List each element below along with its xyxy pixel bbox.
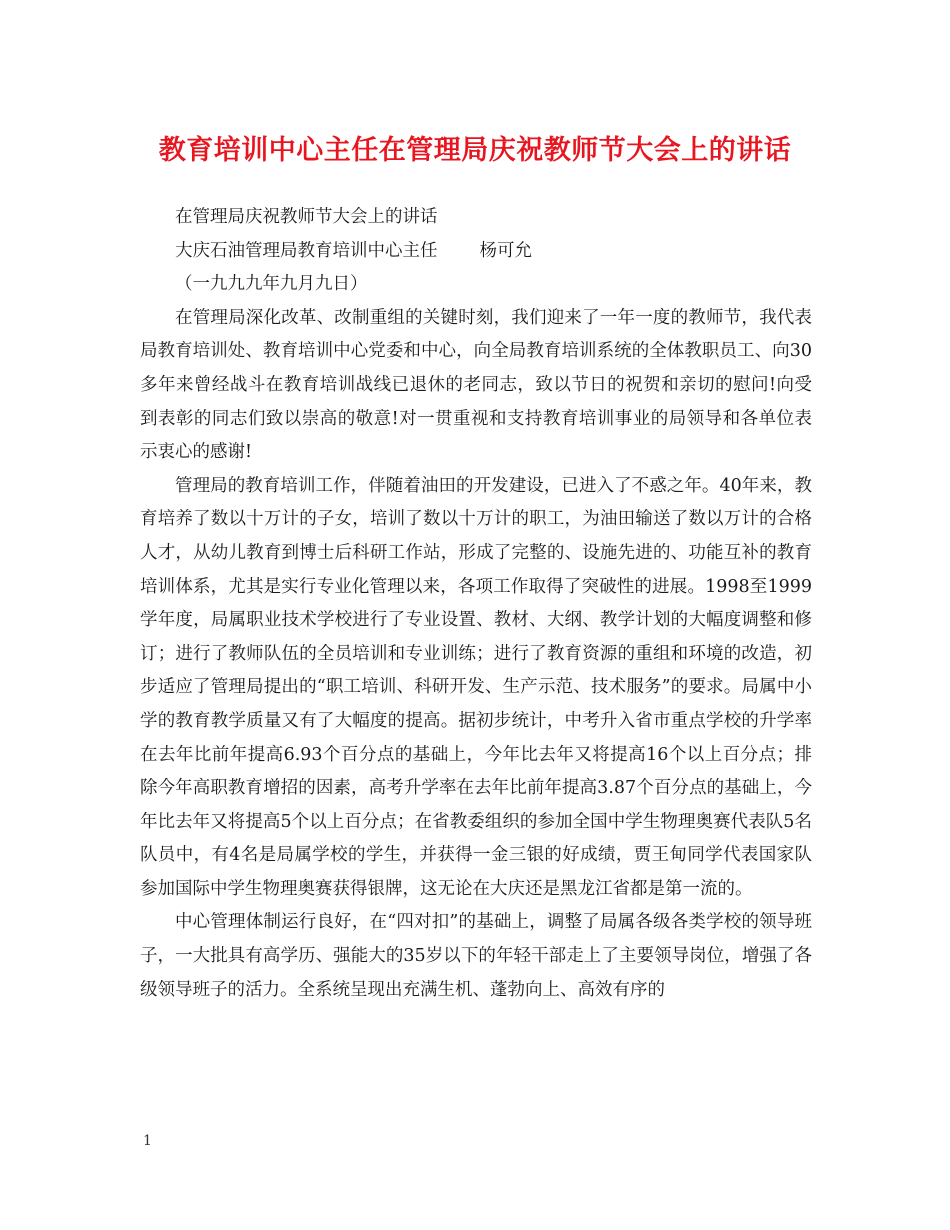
document-body <box>140 201 812 1007</box>
author-line <box>140 235 812 269</box>
paragraph-1: 在管理局深化改革、改制重组的关键时刻，我们迎来了一年一度的教师节，我代表局教育培训处、教育培训中心党委和中心，向全局教育培训系统的全体教职员工、向30多年来曾经战斗在教育培训战线已退休的老同志，致以节日的祝贺和亲切的慰问!向受到表彰的同志们致以崇高的敬意!对一贯重视和支持教育培训事业的局领导和各单位表示衷心的感谢! <box>140 307 812 463</box>
author-role: 大庆石油管理局教育培训中心主任 <box>175 240 438 261</box>
page-number: 1 <box>143 1133 152 1149</box>
speech-date: （一九九九年九月九日） <box>175 274 368 295</box>
author-name: 杨可允 <box>479 240 532 261</box>
document-title: 教育培训中心主任在管理局庆祝教师节大会上的讲话 <box>158 135 792 166</box>
speech-subtitle: 在管理局庆祝教师节大会上的讲话 <box>175 207 438 227</box>
paragraph-3: 中心管理体制运行良好，在“四对扣”的基础上，调整了局属各级各类学校的领导班子，一大批具有高学历、强能大的35岁以下的年轻干部走上了主要领导岗位，增强了各级领导班子的活力。全系统呈现出充满生机、蓬勃向上、高效有序的 <box>140 912 812 1000</box>
paragraph-2: 管理局的教育培训工作，伴随着油田的开发建设，已进入了不惑之年。40年来，教育培养了数以十万计的子女，培训了数以十万计的职工，为油田输送了数以万计的合格人才，从幼儿教育到博士后科研工作站，形成了完整的、设施先进的、功能互补的教育培训体系，尤其是实行专业化管理以来，各项工作取得了突破性的进展。1998至1999学年度，局属职业技术学校进行了专业设置、教材、大纲、教学计划的大幅度调整和修订；进行了教师队伍的全员培训和专业训练；进行了教育资源的重组和环境的改造，初步适应了管理局提出的“职工培训、科研开发、生产示范、技术服务”的要求。局属中小学的教育教学质量又有了大幅度的提高。据初步统计，中考升入省市重点学校的升学率在去年比前年提高6.93个百分点的基础上，今年比去年又将提高16个以上百分点；排除今年高职教育增招的因素，高考升学率在去年比前年提高3.87个百分点的基础上，今年比去年又将提高5个以上百分点；在省教委组织的参加全国中学生物理奥赛代表队5名队员中，有4名是局属学校的学生，并获得一金三银的好成绩，贾王甸同学代表国家队参加国际中学生物理奥赛获得银牌，这无论在大庆还是黑龙江省都是第一流的。 <box>140 475 812 899</box>
